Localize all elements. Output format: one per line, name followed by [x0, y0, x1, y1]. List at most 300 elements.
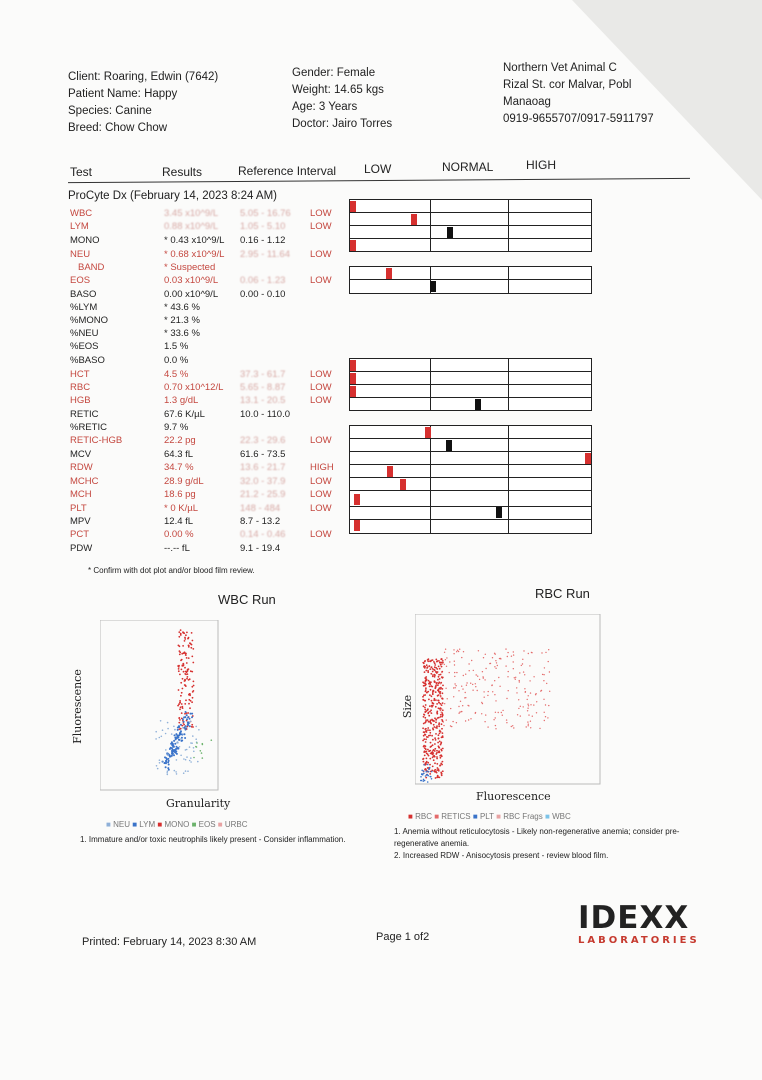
scatter-dot: [548, 649, 549, 650]
col-low: LOW: [364, 162, 392, 176]
scatter-dot: [438, 725, 440, 727]
scatter-dot: [466, 682, 467, 683]
scatter-dot: [442, 685, 444, 687]
scatter-dot: [520, 706, 521, 707]
scatter-dot: [463, 651, 464, 652]
test-name: %NEU: [70, 328, 99, 339]
scatter-dot: [479, 679, 480, 680]
scatter-dot: [443, 725, 444, 726]
rbc-xlabel: Fluorescence: [476, 790, 551, 803]
scatter-dot: [423, 738, 425, 740]
scatter-dot: [427, 753, 429, 755]
scatter-dot: [427, 762, 429, 764]
scatter-dot: [182, 645, 184, 647]
scatter-dot: [526, 726, 527, 727]
scatter-dot: [545, 652, 546, 653]
scatter-dot: [508, 690, 509, 691]
scatter-dot: [459, 649, 460, 650]
legend-frags: RBC Frags: [503, 812, 543, 821]
scatter-dot: [522, 659, 523, 660]
rbc-legend: ■ RBC ■ RETICS ■ PLT ■ RBC Frags ■ WBC: [408, 812, 571, 821]
rbc-dots: [420, 648, 550, 782]
scatter-dot: [192, 662, 194, 664]
scatter-dot: [193, 681, 195, 683]
scatter-dot: [424, 755, 426, 757]
scatter-dot: [430, 685, 432, 687]
scatter-dot: [471, 660, 472, 661]
scatter-dot: [165, 757, 167, 759]
scatter-dot: [527, 721, 528, 722]
reference-interval: 10.0 - 110.0: [240, 409, 291, 420]
mchc-marker: [387, 466, 393, 477]
test-name: %LYM: [70, 302, 98, 313]
scatter-dot: [179, 708, 181, 710]
test-name: RETIC: [70, 409, 99, 420]
scatter-dot: [511, 656, 512, 657]
scatter-dot: [168, 760, 170, 762]
scatter-dot: [440, 764, 442, 766]
scatter-dot: [424, 709, 426, 711]
col-reference: Reference Interval: [238, 164, 337, 178]
scatter-dot: [531, 652, 532, 653]
scatter-dot: [434, 762, 436, 764]
scatter-dot: [437, 742, 439, 744]
scatter-dot: [423, 705, 425, 707]
scatter-dot: [176, 773, 178, 775]
printed-timestamp: Printed: February 14, 2023 8:30 AM: [82, 936, 257, 948]
scatter-dot: [429, 668, 431, 670]
scatter-dot: [492, 657, 493, 658]
scatter-dot: [435, 671, 437, 673]
scatter-dot: [181, 740, 183, 742]
scatter-dot: [431, 712, 433, 714]
scatter-dot: [434, 669, 436, 671]
reference-interval: 0.16 - 1.12: [240, 235, 286, 246]
scatter-dot: [167, 722, 169, 724]
scatter-dot: [191, 686, 193, 688]
scatter-dot: [528, 695, 529, 696]
scatter-dot: [453, 687, 454, 688]
scatter-dot: [425, 676, 427, 678]
retic-hgb-marker: [425, 427, 431, 438]
scatter-dot: [165, 766, 167, 768]
scatter-dot: [422, 696, 424, 698]
scatter-dot: [521, 665, 522, 666]
scatter-dot: [527, 710, 528, 711]
test-result: 0.70 x10^12/L: [164, 382, 224, 393]
scatter-dot: [506, 722, 507, 723]
test-name: PCT: [70, 529, 89, 540]
scatter-dot: [499, 686, 500, 687]
client-name: Client: Roaring, Edwin (7642): [68, 71, 219, 83]
scatter-dot: [173, 726, 175, 728]
reference-interval: 0.14 - 0.46: [240, 529, 286, 540]
scatter-dot: [423, 779, 425, 781]
scatter-dot: [441, 663, 442, 664]
scatter-dot: [174, 770, 176, 772]
scatter-dot: [189, 725, 191, 727]
lym-marker: [411, 214, 417, 225]
scatter-dot: [528, 653, 529, 654]
scatter-dot: [462, 688, 463, 689]
scatter-dot: [439, 741, 441, 743]
scatter-dot: [451, 726, 452, 727]
scatter-dot: [427, 729, 429, 731]
scatter-dot: [196, 742, 198, 744]
reference-interval: 148 - 484: [240, 503, 281, 514]
test-result: 3.45 x10^9/L: [164, 208, 219, 219]
scatter-dot: [431, 778, 433, 780]
scatter-dot: [187, 770, 189, 772]
eos-marker: [386, 268, 392, 279]
scatter-dot: [192, 640, 194, 642]
scatter-dot: [188, 657, 190, 659]
scatter-dot: [185, 654, 187, 656]
scatter-dot: [528, 724, 529, 725]
scatter-dot: [190, 757, 192, 759]
scatter-dot: [434, 737, 436, 739]
test-result: * 0.43 x10^9/L: [164, 235, 225, 246]
scatter-dot: [440, 674, 442, 676]
rbc-note-2: 2. Increased RDW - Anisocytosis present - review blood film.: [394, 851, 609, 860]
scatter-dot: [508, 671, 509, 672]
scatter-dot: [425, 687, 427, 689]
scatter-dot: [425, 734, 427, 736]
scatter-dot: [433, 724, 435, 726]
scatter-dot: [425, 731, 427, 733]
doctor: Doctor: Jairo Torres: [292, 118, 393, 130]
scatter-dot: [446, 657, 447, 658]
scatter-dot: [174, 751, 176, 753]
mono-marker: [447, 227, 453, 238]
test-name: PLT: [70, 503, 87, 514]
scatter-dot: [501, 712, 502, 713]
scatter-dot: [189, 678, 191, 680]
scatter-dot: [434, 769, 436, 771]
rdw-marker: [585, 453, 591, 464]
scatter-dot: [436, 772, 438, 774]
scatter-dot: [502, 715, 503, 716]
test-result: 0.00 %: [164, 529, 194, 540]
result-flag: LOW: [310, 369, 332, 380]
scatter-dot: [179, 746, 181, 748]
scatter-dot: [178, 739, 180, 741]
scatter-dot: [437, 684, 439, 686]
scatter-dot: [423, 714, 425, 716]
scatter-dot: [524, 688, 525, 689]
scatter-dot: [441, 775, 443, 777]
scatter-dot: [424, 700, 426, 702]
scatter-dot: [536, 712, 537, 713]
wbc-legend: ■ NEU ■ LYM ■ MONO ■ EOS ■ URBC: [106, 820, 248, 829]
scatter-dot: [167, 753, 169, 755]
rbc-marker: [350, 373, 356, 384]
scatter-dot: [160, 720, 162, 722]
result-flag: HIGH: [310, 462, 334, 473]
baso-marker: [430, 281, 436, 292]
scatter-dot: [167, 767, 169, 769]
scatter-dot: [425, 679, 427, 681]
test-result: * 0.68 x10^9/L: [164, 249, 225, 260]
result-flag: LOW: [310, 382, 332, 393]
scatter-dot: [175, 771, 177, 773]
scatter-dot: [427, 670, 429, 672]
legend-retics: RETICS: [441, 812, 471, 821]
scatter-dot: [428, 665, 430, 667]
scatter-dot: [202, 757, 204, 759]
scatter-dot: [423, 735, 425, 737]
scatter-dot: [433, 690, 435, 692]
scatter-dot: [190, 761, 192, 763]
scatter-dot: [438, 722, 440, 724]
scatter-dot: [546, 683, 547, 684]
scatter-dot: [442, 702, 444, 704]
scatter-dot: [438, 702, 440, 704]
scatter-dot: [475, 686, 476, 687]
pct-marker: [354, 520, 360, 531]
scatter-dot: [542, 674, 543, 675]
scatter-dot: [180, 633, 182, 635]
scatter-dot: [430, 660, 432, 662]
scatter-dot: [165, 761, 167, 763]
test-result: 1.5 %: [164, 341, 189, 352]
test-name: %BASO: [70, 355, 105, 366]
scatter-dot: [442, 732, 444, 734]
scatter-dot: [433, 759, 435, 761]
scatter-dot: [545, 704, 546, 705]
test-name: MPV: [70, 516, 91, 527]
scatter-dot: [438, 734, 440, 736]
scatter-dot: [191, 726, 193, 728]
reference-interval: 0.00 - 0.10: [240, 289, 286, 300]
scatter-dot: [442, 677, 444, 679]
scatter-dot: [428, 768, 430, 770]
scatter-dot: [461, 711, 462, 712]
scatter-dot: [178, 722, 180, 724]
scatter-dot: [435, 739, 437, 741]
scatter-dot: [482, 671, 483, 672]
reference-interval: 8.7 - 13.2: [240, 516, 281, 527]
wbc-ylabel: Fluorescence: [70, 669, 84, 744]
scatter-dot: [429, 729, 431, 731]
scatter-dot: [487, 726, 488, 727]
scatter-dot: [438, 674, 440, 676]
test-name: EOS: [70, 275, 91, 286]
scatter-dot: [506, 698, 507, 699]
scatter-dot: [186, 671, 188, 673]
scatter-dot: [183, 724, 185, 726]
scatter-dot: [424, 661, 426, 663]
scatter-dot: [185, 711, 187, 713]
scatter-dot: [179, 674, 181, 676]
scatter-dot: [465, 697, 466, 698]
scatter-dot: [432, 705, 434, 707]
col-test: Test: [70, 165, 93, 179]
scatter-dot: [428, 699, 430, 701]
scatter-dot: [506, 719, 507, 720]
legend-lym: LYM: [139, 820, 156, 829]
scatter-dot: [180, 738, 182, 740]
test-result: 1.3 g/dL: [164, 395, 199, 406]
clinic-phone: 0919-9655707/0917-5911797: [503, 113, 654, 125]
scatter-dot: [495, 725, 496, 726]
scatter-dot: [549, 691, 550, 692]
scatter-dot: [438, 717, 440, 719]
result-flag: LOW: [310, 435, 332, 446]
scatter-dot: [436, 703, 438, 705]
scatter-dot: [543, 680, 544, 681]
scatter-dot: [195, 726, 197, 728]
test-name: %EOS: [70, 341, 99, 352]
scatter-dot: [458, 706, 459, 707]
scatter-dot: [458, 713, 459, 714]
plt-marker: [354, 494, 360, 505]
scatter-dot: [435, 699, 437, 701]
scatter-dot: [432, 671, 434, 673]
scatter-dot: [424, 667, 426, 669]
scatter-dot: [192, 697, 194, 699]
scatter-dot: [177, 737, 179, 739]
scatter-dot: [470, 718, 471, 719]
test-name: RBC: [70, 382, 91, 393]
scatter-dot: [525, 692, 526, 693]
scatter-dot: [436, 756, 438, 758]
scatter-dot: [529, 680, 530, 681]
scatter-dot: [446, 719, 447, 720]
scatter-dot: [513, 727, 514, 728]
scatter-dot: [512, 725, 513, 726]
scatter-dot: [184, 713, 186, 715]
scatter-dot: [527, 704, 528, 705]
scatter-dot: [427, 781, 429, 783]
scatter-dot: [182, 663, 184, 665]
scatter-dot: [189, 707, 191, 709]
scatter-dot: [468, 719, 469, 720]
scatter-dot: [507, 656, 508, 657]
scatter-dot: [185, 770, 187, 772]
scatter-dot: [184, 737, 186, 739]
scatter-dot: [455, 685, 456, 686]
scatter-dot: [202, 743, 204, 745]
scatter-dot: [438, 738, 440, 740]
test-result: 0.00 x10^9/L: [164, 289, 219, 300]
scatter-dot: [544, 712, 545, 713]
scatter-dot: [429, 758, 431, 760]
logo-subtext: LABORATORIES: [578, 935, 700, 946]
reference-interval: 61.6 - 73.5: [240, 449, 286, 460]
scatter-dot: [185, 674, 187, 676]
scatter-dot: [183, 632, 185, 634]
scatter-dot: [159, 762, 161, 764]
scatter-dot: [192, 648, 194, 650]
scatter-dot: [440, 716, 442, 718]
scatter-dot: [180, 629, 182, 631]
scatter-dot: [441, 672, 442, 673]
reference-interval: 9.1 - 19.4: [240, 543, 281, 554]
test-name: %MONO: [70, 315, 108, 326]
scatter-dot: [425, 751, 427, 753]
scatter-dot: [434, 666, 436, 668]
scatter-dot: [191, 701, 193, 703]
col-results: Results: [162, 165, 203, 179]
scatter-dot: [454, 661, 455, 662]
scatter-dot: [532, 716, 533, 717]
scatter-dot: [437, 700, 439, 702]
scatter-dot: [184, 637, 186, 639]
scatter-dot: [513, 668, 514, 669]
scatter-dot: [449, 661, 450, 662]
scatter-dot: [439, 730, 441, 732]
scatter-dot: [434, 681, 436, 683]
scatter-dot: [434, 771, 436, 773]
scatter-dot: [475, 683, 476, 684]
test-result: 4.5 %: [164, 369, 189, 380]
wbc-range-graph: [349, 199, 592, 252]
scatter-dot: [426, 770, 428, 772]
scatter-dot: [438, 690, 440, 692]
scatter-dot: [469, 670, 470, 671]
scatter-dot: [188, 646, 190, 648]
scatter-dot: [211, 739, 213, 741]
clinic-city: Manaoag: [503, 96, 551, 108]
result-flag: LOW: [310, 395, 332, 406]
test-name: MCHC: [70, 476, 99, 487]
scatter-dot: [458, 690, 459, 691]
scatter-dot: [178, 631, 180, 633]
scatter-dot: [427, 764, 429, 766]
scatter-dot: [484, 679, 485, 680]
clinic-address: Rizal St. cor Malvar, Pobl: [503, 79, 632, 91]
scatter-dot: [440, 691, 442, 693]
scatter-dot: [423, 694, 425, 696]
scatter-dot: [505, 648, 506, 649]
scatter-dot: [425, 738, 427, 740]
scatter-dot: [175, 733, 177, 735]
scatter-dot: [195, 746, 197, 748]
scatter-dot: [458, 651, 459, 652]
scatter-dot: [437, 679, 439, 681]
scatter-dot: [185, 729, 187, 731]
scatter-dot: [192, 735, 194, 737]
scatter-dot: [190, 670, 192, 672]
test-name: BASO: [70, 289, 97, 300]
legend-mono: MONO: [164, 820, 190, 829]
scatter-dot: [519, 672, 520, 673]
scatter-dot: [491, 685, 492, 686]
scatter-dot: [424, 671, 426, 673]
scatter-dot: [481, 713, 482, 714]
scatter-dot: [435, 753, 437, 755]
result-flag: LOW: [310, 476, 332, 487]
scatter-dot: [429, 694, 431, 696]
scatter-dot: [522, 663, 523, 664]
test-name: %RETIC: [70, 422, 107, 433]
scatter-dot: [424, 707, 426, 709]
scatter-dot: [543, 699, 544, 700]
scatter-dot: [186, 678, 188, 680]
scatter-dot: [425, 762, 427, 764]
scatter-dot: [543, 674, 544, 675]
scatter-dot: [450, 708, 451, 709]
scatter-dot: [171, 733, 173, 735]
test-name: RDW: [70, 462, 93, 473]
scatter-dot: [539, 728, 540, 729]
reference-interval: 37.3 - 61.7: [240, 369, 286, 380]
scatter-dot: [487, 695, 488, 696]
scatter-dot: [427, 708, 429, 710]
scatter-dot: [472, 684, 473, 685]
scatter-dot: [184, 680, 186, 682]
